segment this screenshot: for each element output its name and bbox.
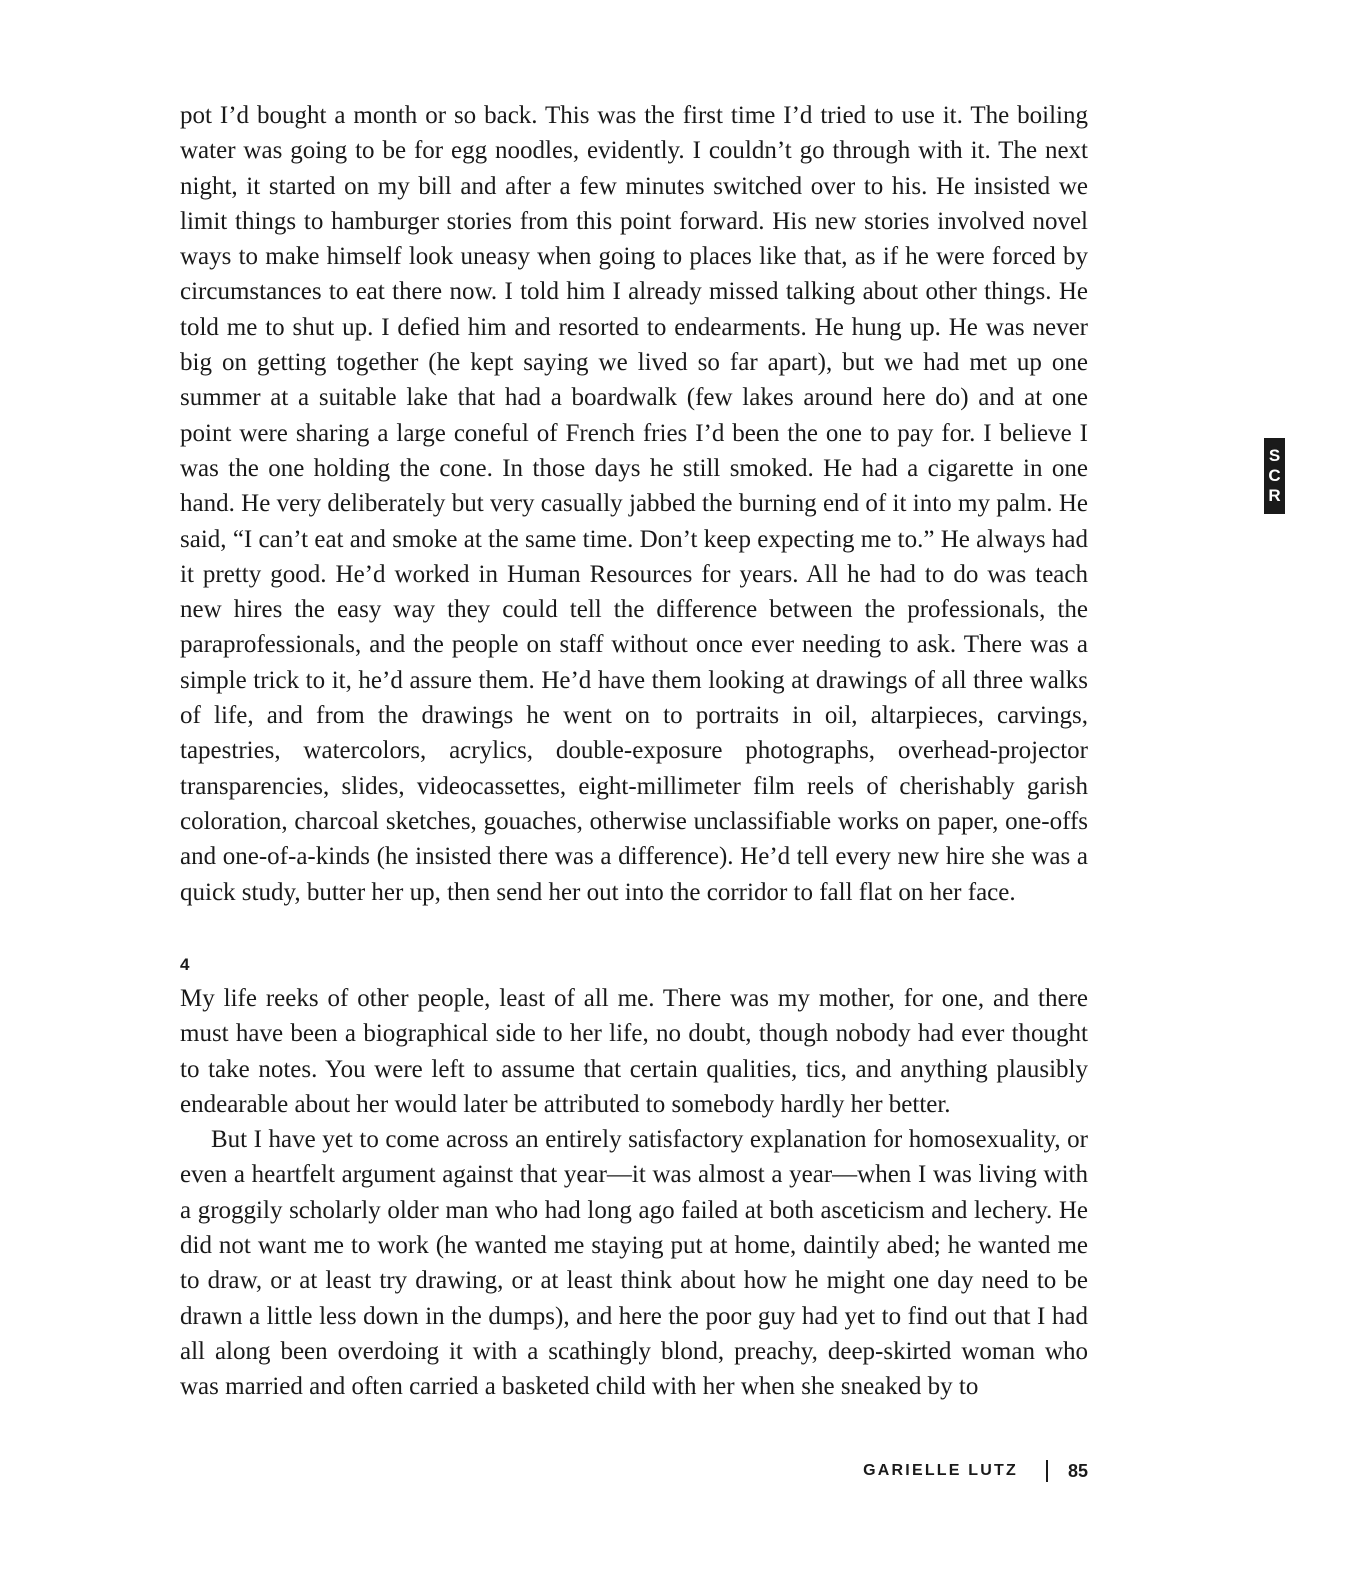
page-number: 85	[1067, 1460, 1088, 1481]
continued-paragraph: pot I’d bought a month or so back. This was the first time I’d tried to use it. The boiling water was going to be for egg noodles, evidently. I couldn’t go through with it. The next night, it started on my bill and after a few minutes switched over to his. He insisted we limit things to hamburger stories from this point forward. His new stories involved novel ways to make himself look uneasy when going to places like that, as if he were forced by circumstances to eat there now. I told him I already missed talking about other things. He told me to shut up. I defied him and resorted to endearments. He hung up. He was never big on getting together (he kept saying we lived so far apart), but we had met up one summer at a suitable lake that had a boardwalk (few lakes around here do) and at one point were sharing a large coneful of French fries I’d been the one to pay for. I believe I was the one holding the cone. In those days he still smoked. He had a cigarette in one hand. He very deliberately but very casually jabbed the burning end of it into my palm. He said, “I can’t eat and smoke at the same time. Don’t keep expecting me to.” He always had it pretty good. He’d worked in Human Resources for years. All he had to do was teach new hires the easy way they could tell the difference between the professionals, the paraprofessionals, and the people on staff without once ever needing to ask. There was a simple trick to it, he’d assure them. He’d have them looking at drawings of all three walks of life, and from the drawings he went on to portraits in oil, altarpieces, carvings, tapestries, watercolors, acrylics, double-exposure photographs, overhead-projector transparencies, slides, videocassettes, eight-millimeter film reels of cherishably garish coloration, charcoal sketches, gouaches, otherwise unclassifiable works on paper, one-offs and one-of-a-kinds (he insisted there was a difference). He’d tell every new hire she was a quick study, butter her up, then send her out into the corridor to fall flat on her face.	[180, 102, 1088, 906]
side-tab-letter: R	[1268, 486, 1281, 505]
footer-author-name: GARIELLE LUTZ	[863, 1462, 1018, 1479]
section-paragraph-1: My life reeks of other people, least of all me. There was my mother, for one, and there must have been a biographical side to her life, no doubt, though nobody had ever thought to take notes. You were left to assume that certain qualities, tics, and anything plausibly endearable about her would later be attributed to somebody hardly her better.	[180, 985, 1088, 1118]
journal-side-tab	[1264, 438, 1285, 514]
side-tab-letter: S	[1268, 446, 1281, 465]
page-footer	[863, 1460, 1088, 1482]
section-body	[180, 981, 1088, 1405]
footer-divider	[1046, 1460, 1048, 1482]
section-number: 4	[180, 955, 190, 974]
side-tab-letter: C	[1268, 466, 1281, 485]
section-paragraph-2: But I have yet to come across an entirely satisfactory explanation for homosexuality, or even a heartfelt argument against that year—it was almost a year—when I was living with a groggily scholarly older man who had long ago failed at both asceticism and lechery. He did not want me to work (he wanted me staying put at home, daintily abed; he wanted me to draw, or at least try drawing, or at least think about how he might one day need to be drawn a little less down in the dumps), and here the poor guy had yet to find out that I had all along been overdoing it with a scathingly blond, preachy, deep-skirted woman who was married and often carried a basketed child with her when she sneaked by to	[180, 1126, 1088, 1401]
